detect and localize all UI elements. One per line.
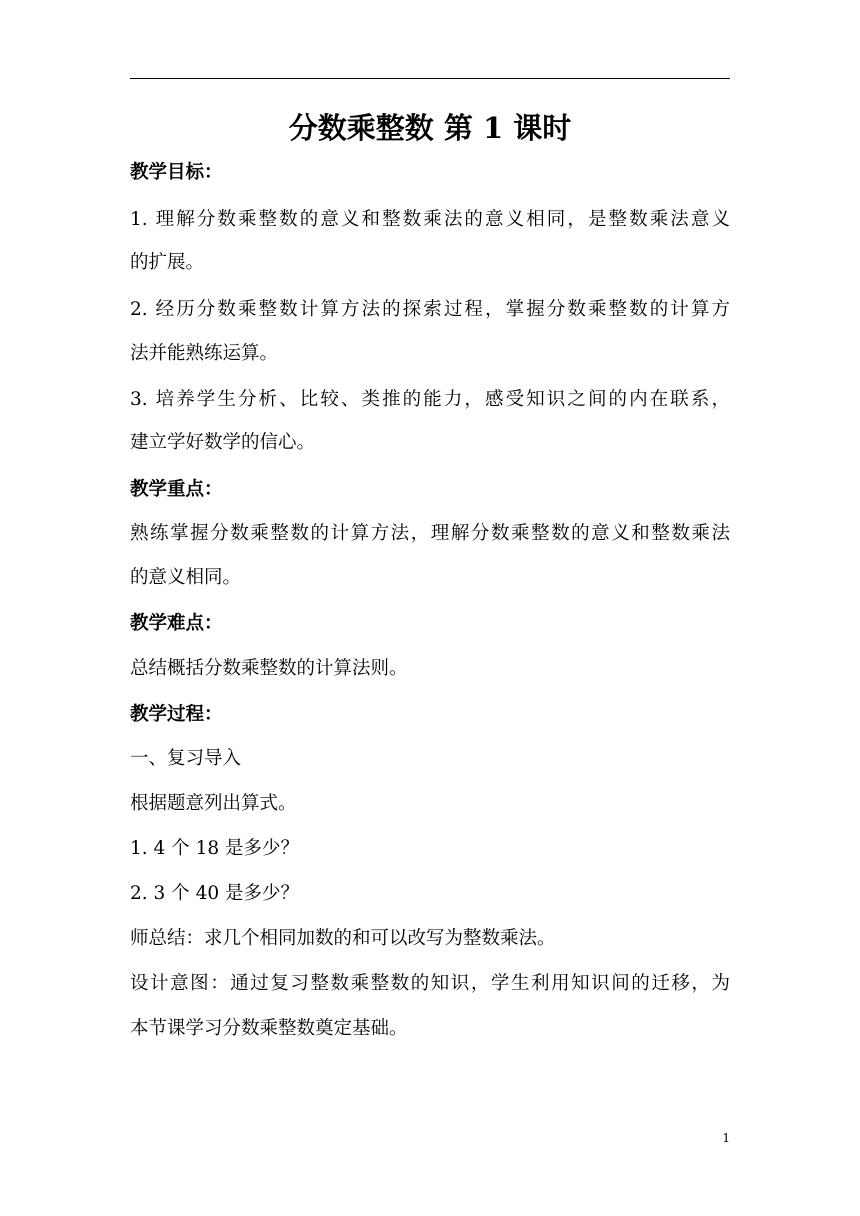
goals-heading: 教学目标： xyxy=(130,162,223,183)
design-intent-line-2: 本节课学习分数乘整数奠定基础。 xyxy=(130,1018,408,1039)
review-prompt: 根据题意列出算式。 xyxy=(130,793,297,814)
goal-2-line-1: 2. 经历分数乘整数计算方法的探索过程，掌握分数乘整数的计算方 xyxy=(130,299,730,320)
design-intent-line-1: 设计意图：通过复习整数乘整数的知识，学生利用知识间的迁移，为 xyxy=(130,973,730,994)
goal-3-line-1: 3. 培养学生分析、比较、类推的能力，感受知识之间的内在联系， xyxy=(130,389,730,410)
key-points-line-1: 熟练掌握分数乘整数的计算方法，理解分数乘整数的意义和整数乘法 xyxy=(130,523,730,544)
teacher-summary: 师总结：求几个相同加数的和可以改写为整数乘法。 xyxy=(130,928,556,949)
process-heading: 教学过程： xyxy=(130,704,223,725)
goal-3-line-2: 建立学好数学的信心。 xyxy=(130,432,316,453)
goal-1-line-2: 的扩展。 xyxy=(130,252,205,273)
section-1-heading: 一、复习导入 xyxy=(130,748,242,769)
difficult-points-line-1: 总结概括分数乘整数的计算法则。 xyxy=(130,658,408,679)
key-points-line-2: 的意义相同。 xyxy=(130,567,242,588)
page-title: 分数乘整数 第 1 课时 xyxy=(288,111,572,145)
key-points-heading: 教学重点： xyxy=(130,479,223,500)
goal-2-line-2: 法并能熟练运算。 xyxy=(130,343,279,364)
question-1: 1. 4 个 18 是多少？ xyxy=(130,838,299,859)
goal-1-line-1: 1. 理解分数乘整数的意义和整数乘法的意义相同，是整数乘法意义 xyxy=(130,209,730,230)
question-2: 2. 3 个 40 是多少？ xyxy=(130,883,299,904)
page-number: 1 xyxy=(722,1131,730,1145)
header-rule xyxy=(130,78,730,79)
difficult-points-heading: 教学难点： xyxy=(130,613,223,634)
